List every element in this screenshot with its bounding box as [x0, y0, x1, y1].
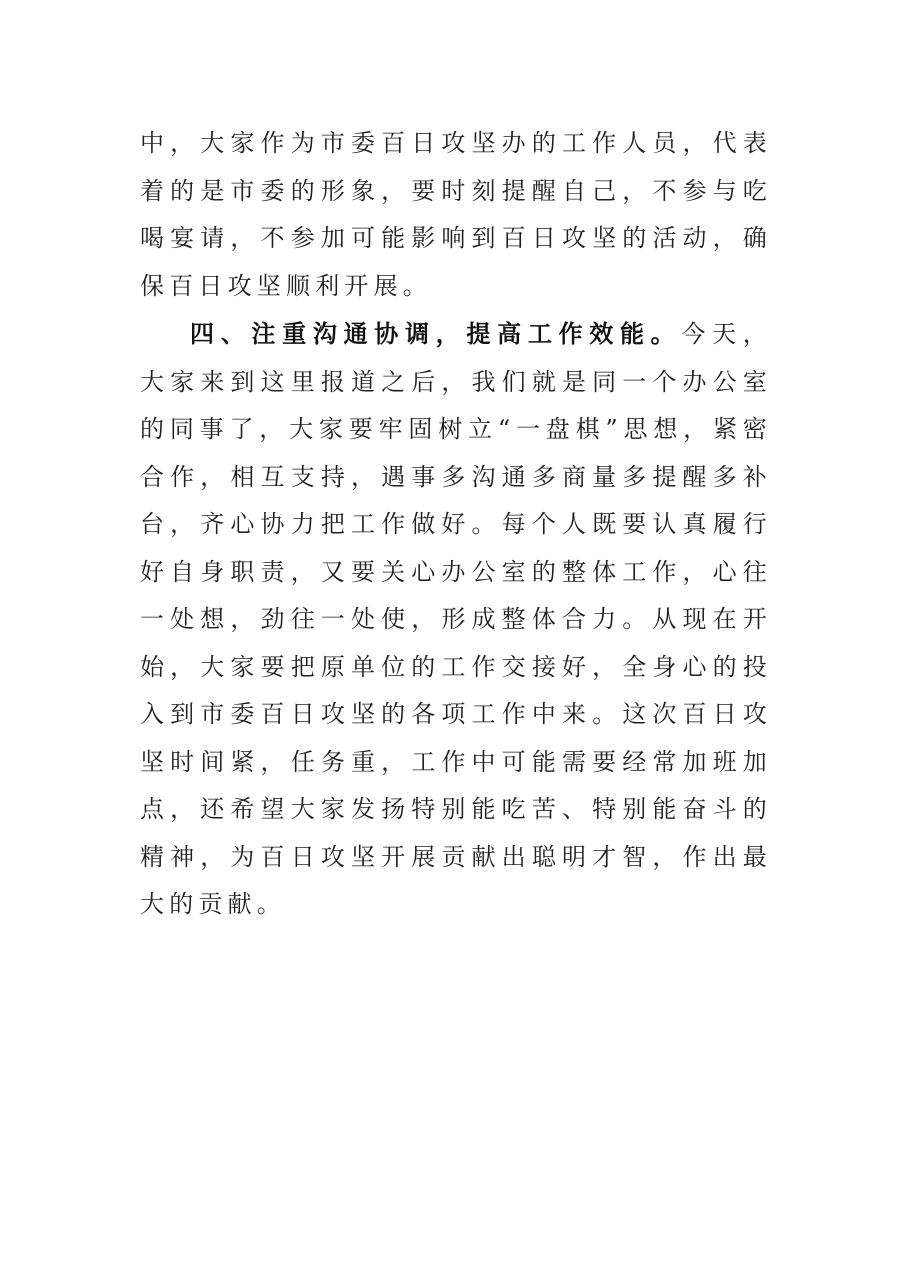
section-body-text: 今天，大家来到这里报道之后，我们就是同一个办公室的同事了，大家要牢固树立“一盘棋”思想，紧密合作，相互支持，遇事多沟通多商量多提醒多补台，齐心协力把工作做好。每个人既要认真履行好自身职责，又要关心办公室的整体工作，心往一处想，劲往一处使，形成整体合力。从现在开始，大家要把原单位的工作交接好，全身心的投入到市委百日攻坚的各项工作中来。这次百日攻坚时间紧，任务重，工作中可能需要经常加班加点，还希望大家发扬特别能吃苦、特别能奋斗的精神，为百日攻坚开展贡献出聪明才智，作出最大的贡献。 — [140, 320, 772, 918]
paragraph-section-four — [140, 310, 772, 929]
paragraph-continued: 中，大家作为市委百日攻坚办的工作人员，代表着的是市委的形象，要时刻提醒自己，不参与吃喝宴请，不参加可能影响到百日攻坚的活动，确保百日攻坚顺利开展。 — [140, 129, 772, 300]
section-heading: 四、注重沟通协调，提高工作效能。 — [190, 319, 682, 348]
document-body — [140, 120, 772, 929]
